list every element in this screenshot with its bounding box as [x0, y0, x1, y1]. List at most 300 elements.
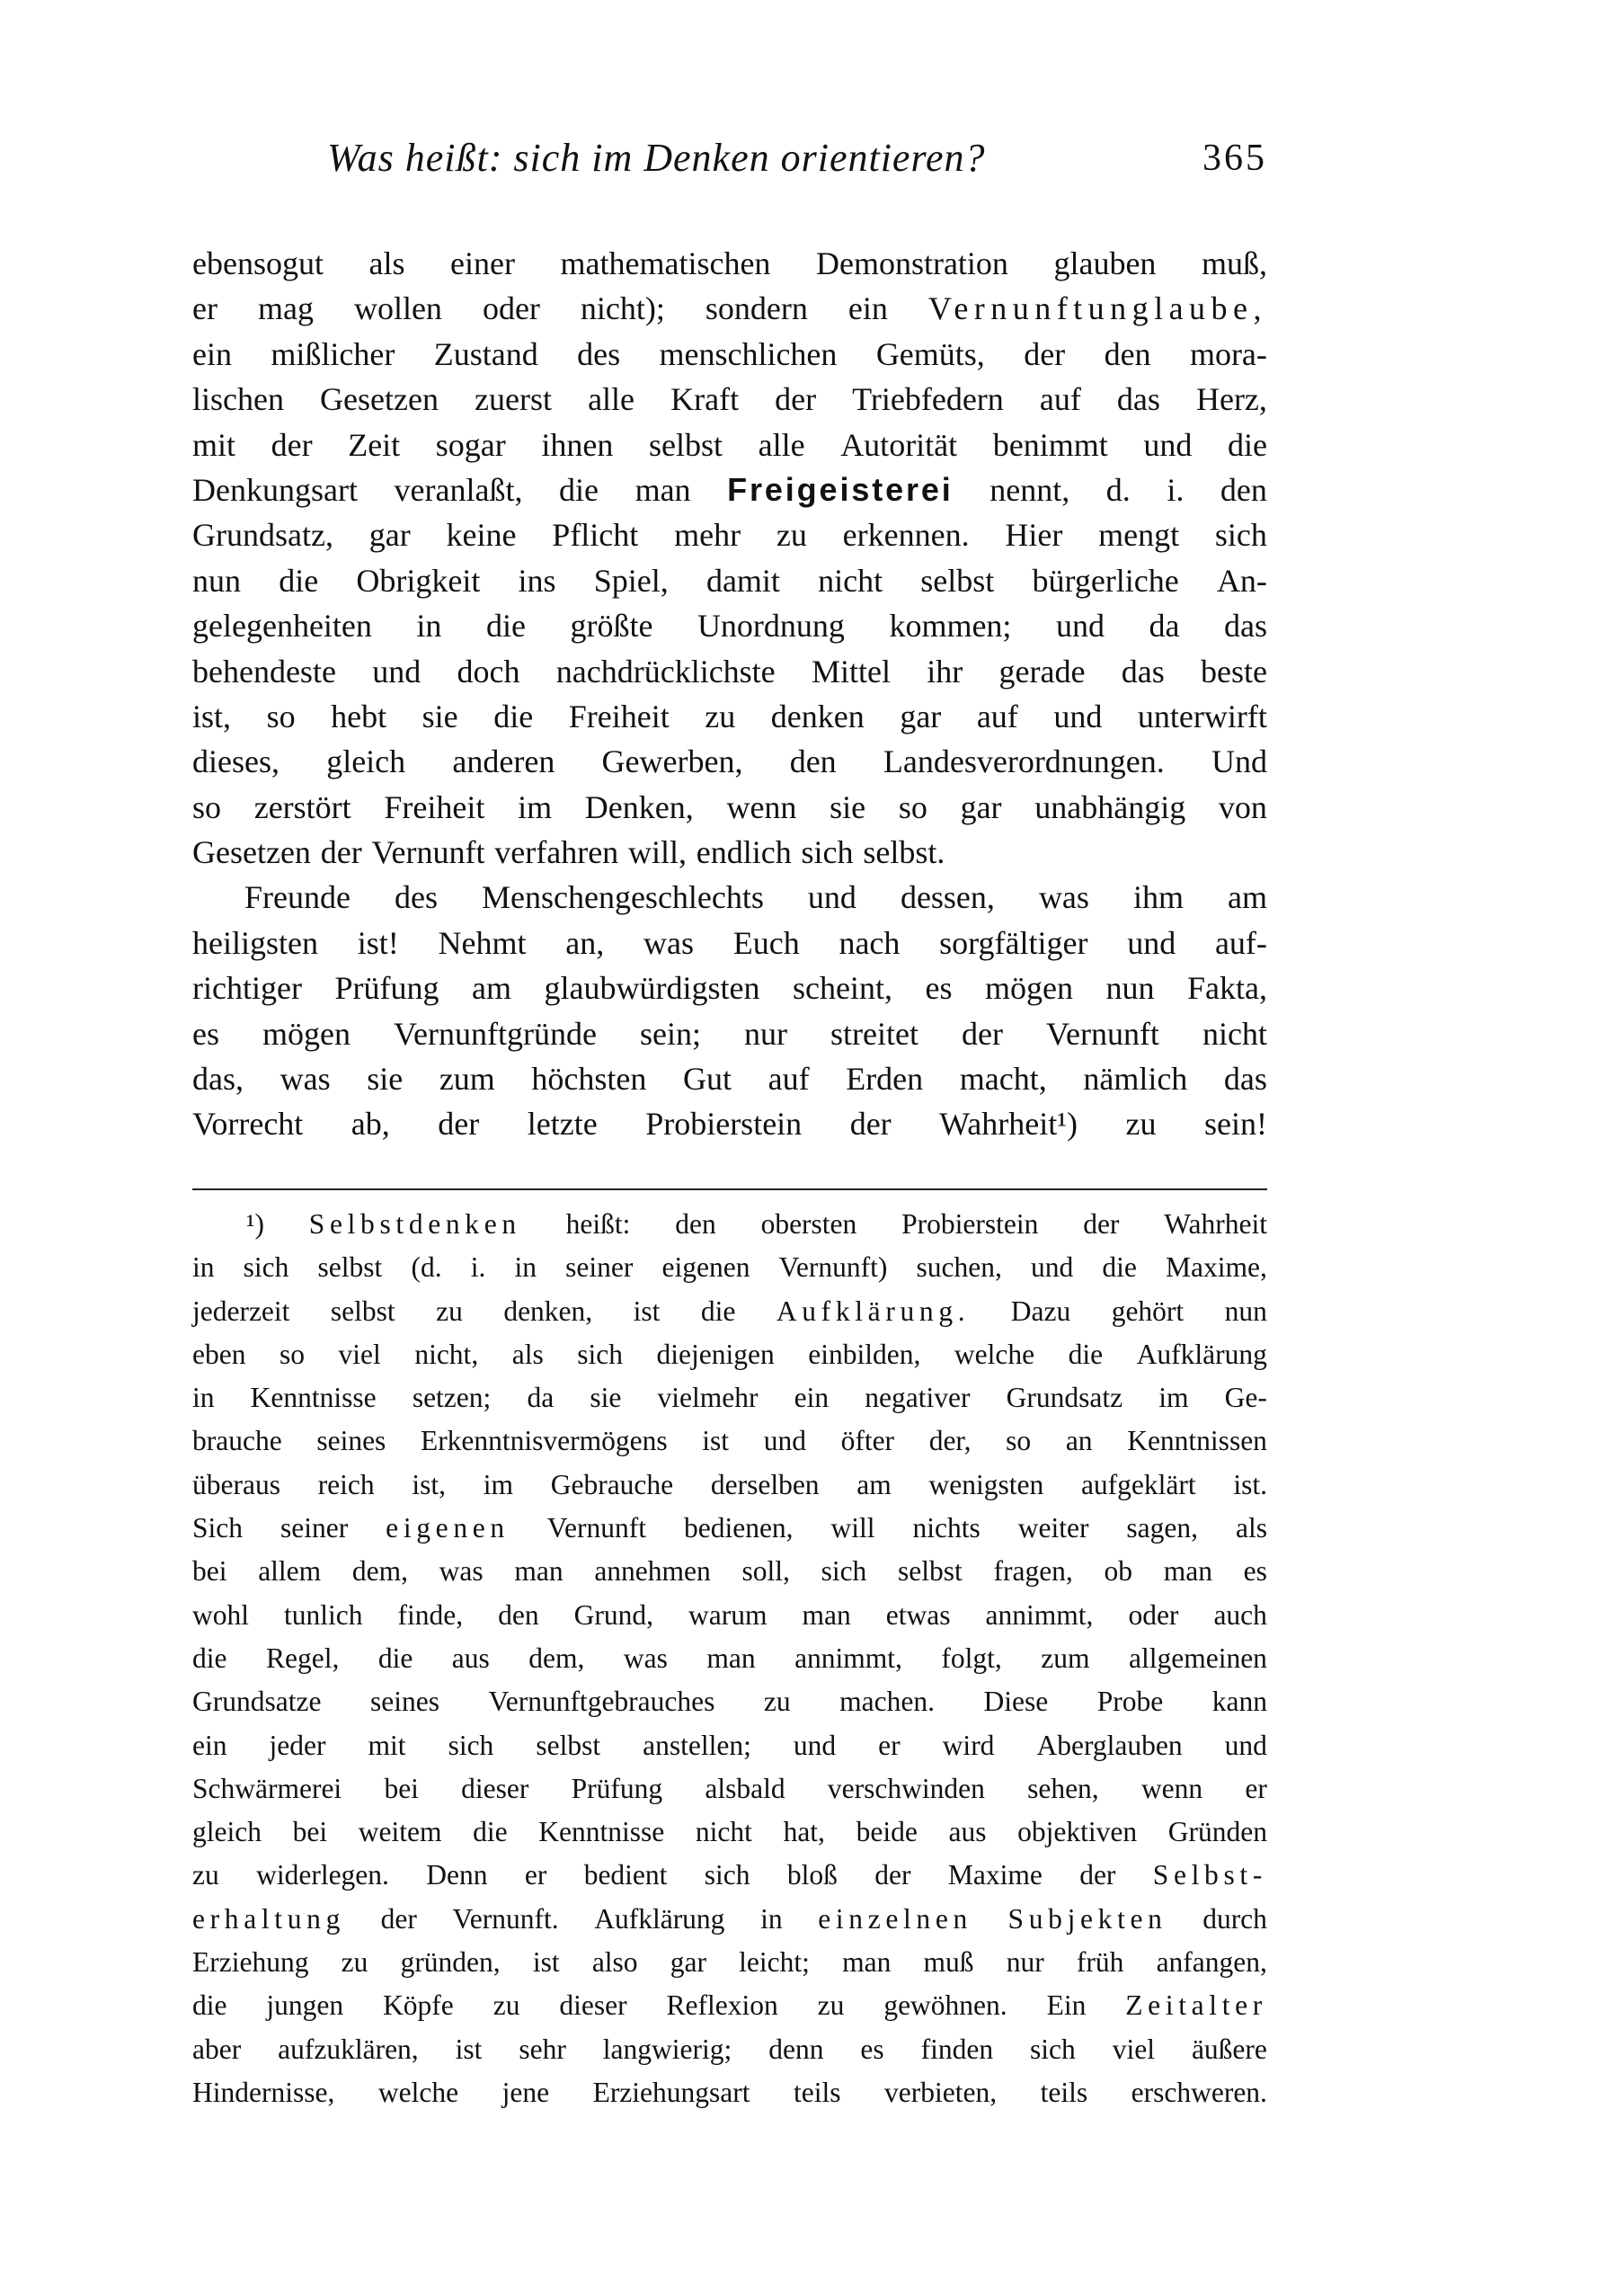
word: Wahrheit [1164, 1208, 1267, 1240]
word: mögen [984, 970, 1073, 1007]
word: zerstört [253, 788, 351, 825]
word: ab, [351, 1106, 390, 1143]
running-title: Was heißt: sich im Denken orientieren? [327, 136, 986, 180]
word: man [706, 1642, 756, 1674]
word: an, [565, 924, 605, 961]
word: zu [817, 1989, 845, 2022]
footnote-line [192, 1333, 1267, 1376]
word: so [898, 788, 927, 825]
word: sich [1030, 2033, 1076, 2065]
word: der [1024, 335, 1066, 372]
word: Gesetzen [192, 834, 311, 871]
word: setzen; [412, 1382, 492, 1414]
word: Triebfedern [852, 381, 1004, 418]
word: wird [942, 1729, 995, 1761]
word: damit [706, 562, 780, 599]
word: als [368, 245, 405, 281]
word: Vernunft [371, 834, 485, 871]
text-line [192, 512, 1267, 557]
word: mora- [1189, 335, 1267, 372]
word: glauben [1053, 245, 1157, 281]
word: ebensogut [192, 245, 324, 281]
word: annimmt, [985, 1598, 1094, 1631]
page-number: 365 [1202, 138, 1267, 179]
word: allgemeinen [1129, 1642, 1267, 1674]
word: Gut [683, 1061, 732, 1098]
word: was [1038, 879, 1089, 916]
word: Vorrecht [192, 1106, 304, 1143]
word: Pflicht [552, 517, 639, 554]
word: aus [451, 1642, 490, 1674]
word: gelegenheiten [192, 608, 372, 645]
word: keine [446, 517, 517, 554]
footnote-line [192, 1767, 1267, 1811]
word: es [860, 2033, 884, 2065]
word: anfangen, [1156, 1946, 1267, 1979]
spaced-emphasis: eigenen [386, 1512, 510, 1544]
footnote-line [192, 1854, 1267, 1897]
word: Aufklärung [1136, 1338, 1267, 1370]
word: gründen, [400, 1946, 501, 1979]
word: so [1006, 1425, 1032, 1457]
word: selbst [536, 1729, 601, 1761]
word: die [192, 1642, 227, 1674]
bold-term: Freigeisterei [727, 470, 954, 508]
word: Probierstein [901, 1208, 1039, 1240]
word: größte [570, 608, 653, 645]
word: sein! [1203, 1106, 1267, 1143]
word: Spiel, [593, 562, 669, 599]
word: Hindernisse, [192, 2076, 335, 2108]
word: den [1220, 471, 1267, 508]
word: mögen [262, 1015, 351, 1052]
word: in [514, 1251, 537, 1284]
word: und [1053, 698, 1103, 734]
word: bloß [786, 1859, 838, 1891]
word: Erkenntnisvermögens [420, 1425, 668, 1457]
word: ist [455, 2033, 483, 2065]
word: äußere [1191, 2033, 1267, 2065]
word: am [1227, 879, 1267, 916]
word: auf [768, 1061, 810, 1098]
word: verbieten, [884, 2076, 998, 2108]
text-line [192, 423, 1267, 467]
running-header [192, 135, 1267, 189]
word: Regel, [265, 1642, 340, 1674]
word: machen. [839, 1686, 935, 1718]
word: der [775, 381, 817, 418]
word: kann [1211, 1686, 1267, 1718]
word: Nehmt [438, 924, 527, 961]
word: leicht; [739, 1946, 810, 1979]
footnote-line [192, 1941, 1267, 1984]
word: als [511, 1338, 544, 1370]
word: nicht [818, 562, 883, 599]
word: und [763, 1425, 806, 1457]
word: das, [192, 1061, 244, 1098]
word: sich [448, 1729, 494, 1761]
word: sehen, [1027, 1772, 1099, 1804]
word: er [1245, 1772, 1267, 1804]
word: sie [830, 788, 866, 825]
word: die [377, 1642, 413, 1674]
word: was [643, 924, 694, 961]
word: nämlich [1083, 1061, 1188, 1098]
word: so [266, 698, 296, 734]
word: zu [705, 698, 736, 734]
word: den [498, 1598, 539, 1631]
word: widerlegen. [256, 1859, 389, 1891]
word: öfter [840, 1425, 895, 1457]
word: muß, [1201, 245, 1267, 281]
word: aus [948, 1816, 987, 1848]
word: muß [923, 1946, 974, 1979]
word: Diese [983, 1686, 1049, 1718]
word: dieser [461, 1772, 529, 1804]
word: erkennen. [842, 517, 970, 554]
word: scheint, [792, 970, 892, 1007]
word: wohl [192, 1598, 249, 1631]
word: diejenigen [656, 1338, 775, 1370]
word: der [320, 834, 362, 871]
word: alle [758, 426, 805, 463]
word: Grundsatz [1006, 1382, 1123, 1414]
word: man [842, 1946, 892, 1979]
word: mit [192, 426, 236, 463]
word: im [1158, 1382, 1189, 1414]
word: selbst. [863, 834, 945, 871]
word: nun [192, 562, 241, 599]
word: des [394, 879, 438, 916]
word: was [280, 1061, 331, 1098]
word: anderen [452, 743, 555, 780]
word: sie [422, 698, 458, 734]
word: denn [768, 2033, 824, 2065]
word: negativer [865, 1382, 971, 1414]
spaced-emphasis: einzelnen [818, 1902, 972, 1935]
footnote-line [192, 1376, 1267, 1419]
word: unabhängig [1034, 788, 1186, 825]
footnote-text [192, 1203, 1267, 2114]
word: und [793, 1729, 837, 1761]
word: alle [588, 381, 635, 418]
word: zum [439, 1061, 495, 1098]
word: seines [316, 1425, 386, 1457]
word: die [485, 608, 526, 645]
word: Probierstein [645, 1106, 803, 1143]
word: reich [317, 1468, 375, 1500]
word: Vernunftgründe [394, 1015, 597, 1052]
word: Dazu [1010, 1295, 1071, 1327]
word: dem, [528, 1642, 585, 1674]
word: nun [1224, 1295, 1267, 1327]
text-line [192, 241, 1267, 286]
word: in [416, 608, 442, 645]
footnote-line [192, 1507, 1267, 1550]
word: als [1236, 1512, 1267, 1544]
text-line [192, 1101, 1267, 1146]
word: gleich [326, 743, 406, 780]
footnote-line [192, 1464, 1267, 1507]
word: auf [976, 698, 1018, 734]
word: tunlich [284, 1598, 363, 1631]
word: seines [369, 1686, 439, 1718]
word: warum [688, 1598, 768, 1631]
spaced-emphasis: Selbst- [1152, 1859, 1267, 1891]
footnote-line [192, 2071, 1267, 2114]
word: Herz, [1195, 381, 1267, 418]
word: ist, [192, 698, 232, 734]
word: ist [532, 1946, 560, 1979]
word: Grund, [573, 1598, 654, 1631]
word: Vernunft [1045, 1015, 1159, 1052]
word: man [635, 471, 691, 508]
word: objektiven [1017, 1816, 1138, 1848]
word: den [1104, 335, 1151, 372]
text-line [192, 830, 1267, 875]
word: viel [1112, 2033, 1155, 2065]
footnote-line [192, 2028, 1267, 2071]
word: hebt [331, 698, 387, 734]
word: zu [436, 1295, 463, 1327]
word: nicht); [580, 290, 665, 327]
word: sich [577, 1338, 624, 1370]
word: die [192, 1989, 227, 2022]
word: ihm [1132, 879, 1184, 916]
word: Und [1211, 743, 1267, 780]
word: selbst [920, 562, 995, 599]
word: der [849, 1106, 892, 1143]
word: langwierig; [602, 2033, 732, 2065]
word: da [1149, 608, 1180, 645]
word: gleich [192, 1816, 262, 1848]
word: Erden [846, 1061, 924, 1098]
word: zu [1125, 1106, 1157, 1143]
word: sich [801, 834, 854, 871]
word: von [1218, 788, 1267, 825]
word: nicht, [414, 1338, 479, 1370]
text-line [192, 921, 1267, 965]
word: der [874, 1859, 911, 1891]
word: weiter [1017, 1512, 1089, 1544]
word: folgt, [941, 1642, 1002, 1674]
word: und [372, 653, 422, 690]
word: seiner [565, 1251, 634, 1284]
word: wenn [726, 788, 797, 825]
word: Kenntnisse [538, 1816, 665, 1848]
word: da [527, 1382, 555, 1414]
word: Grundsatze [192, 1686, 322, 1718]
word: auf [1039, 381, 1081, 418]
word: Wahrheit¹) [939, 1106, 1078, 1143]
word: Autorität [840, 426, 958, 463]
word: heißt: [565, 1208, 631, 1240]
word: aufzuklären, [278, 2033, 419, 2065]
word: das [1121, 653, 1165, 690]
word: selbst [898, 1555, 963, 1588]
word: Vernunft [546, 1512, 647, 1544]
word: also [591, 1946, 638, 1979]
word: suchen, [916, 1251, 1002, 1284]
word: der [1079, 1859, 1116, 1891]
word: das [1223, 1061, 1267, 1098]
word: obersten [760, 1208, 857, 1240]
word: ist [702, 1425, 730, 1457]
word: zu [192, 1859, 219, 1891]
footnote-line [192, 1550, 1267, 1593]
word: in [192, 1251, 215, 1284]
text-line [192, 875, 1267, 920]
word: Erziehungsart [592, 2076, 750, 2108]
word: annimmt, [794, 1642, 902, 1674]
word: der, [928, 1425, 972, 1457]
word: man [514, 1555, 564, 1588]
word: brauche [192, 1425, 282, 1457]
word: veranlaßt, [394, 471, 523, 508]
word: selbst [330, 1295, 395, 1327]
word: Probe [1096, 1686, 1164, 1718]
word: ob [1104, 1555, 1133, 1588]
word: Kraft [670, 381, 740, 418]
footnote-line [192, 1898, 1267, 1941]
word: denken [770, 698, 865, 734]
text-line [192, 649, 1267, 694]
word: Denn [426, 1859, 488, 1891]
word: die [559, 471, 599, 508]
footnote-line [192, 1246, 1267, 1289]
word: wenigsten [928, 1468, 1044, 1500]
body-text [192, 241, 1267, 1147]
word: sich [704, 1859, 750, 1891]
word: gar [960, 788, 1002, 825]
word: sorgfältiger [939, 924, 1088, 961]
word: die [1228, 426, 1267, 463]
footnote-line [192, 1984, 1267, 2027]
word: Kenntnissen [1127, 1425, 1267, 1457]
word: nach [839, 924, 901, 961]
word: das [1223, 608, 1267, 645]
word: Freiheit [384, 788, 485, 825]
word: gar [368, 517, 411, 554]
word: endlich [696, 834, 792, 871]
word: letzte [527, 1106, 598, 1143]
word: Obrigkeit [356, 562, 481, 599]
word: Freiheit [568, 698, 670, 734]
word: Schwärmerei [192, 1772, 342, 1804]
word: aber [192, 2033, 242, 2065]
text-line [192, 467, 1267, 512]
word: den [789, 743, 837, 780]
word: der [380, 1902, 417, 1935]
word: Gewerben, [601, 743, 743, 780]
word: man [1163, 1555, 1212, 1588]
word: sie [590, 1382, 622, 1414]
word: nur [1006, 1946, 1044, 1979]
word: welche [377, 2076, 459, 2108]
word: Ge- [1224, 1382, 1267, 1414]
word: der [961, 1015, 1003, 1052]
word: am [471, 970, 511, 1007]
word: zu [776, 517, 807, 554]
word: einbilden, [808, 1338, 921, 1370]
word: anstellen; [643, 1729, 751, 1761]
word: Vernunft. [452, 1902, 559, 1935]
word: sein; [639, 1015, 701, 1052]
footnote-line [192, 1419, 1267, 1463]
word: will [830, 1512, 875, 1544]
word: selbst [317, 1251, 383, 1284]
word: wollen [353, 290, 442, 327]
word: welche [954, 1338, 1035, 1370]
word: ein [192, 335, 232, 372]
spaced-emphasis: Vernunftunglaube, [927, 290, 1267, 327]
text-line [192, 558, 1267, 603]
word: Sich [192, 1512, 244, 1544]
word: denken, [503, 1295, 593, 1327]
word: er [878, 1729, 901, 1761]
word: ist, [412, 1468, 447, 1500]
word: gar [670, 1946, 706, 1979]
word: nur [743, 1015, 787, 1052]
footnote-line [192, 1811, 1267, 1854]
word: kommen; [889, 608, 1012, 645]
word: gerade [998, 653, 1086, 690]
text-line [192, 1011, 1267, 1056]
word: mag [257, 290, 314, 327]
word: zu [763, 1686, 791, 1718]
word: selbst [648, 426, 723, 463]
word: am [856, 1468, 892, 1500]
word: will, [627, 834, 687, 871]
word: jene [501, 2076, 550, 2108]
word: sagen, [1126, 1512, 1199, 1544]
word: Maxime [947, 1859, 1043, 1891]
word: die [1068, 1338, 1104, 1370]
word: mit [368, 1729, 406, 1761]
word: bürgerliche [1032, 562, 1179, 599]
word: Denkungsart [192, 471, 358, 508]
word: der [438, 1106, 480, 1143]
text-line [192, 694, 1267, 739]
word: beste [1201, 653, 1267, 690]
word: i. [1167, 471, 1185, 508]
word: Menschengeschlechts [482, 879, 764, 916]
word: seiner [280, 1512, 349, 1544]
word: Kenntnisse [250, 1382, 377, 1414]
word: in [760, 1902, 783, 1935]
text-line [192, 1056, 1267, 1101]
word: so [280, 1338, 306, 1370]
word: sondern [705, 290, 808, 327]
word: oder [1128, 1598, 1179, 1631]
text-line [192, 286, 1267, 331]
word: gehört [1111, 1295, 1185, 1327]
word: Maxime, [1165, 1251, 1267, 1284]
word: Gesetzen [320, 381, 439, 418]
word: heiligsten [192, 924, 318, 961]
word: einer [450, 245, 515, 281]
word: im [483, 1468, 513, 1500]
word: ist. [1233, 1468, 1267, 1500]
word: sie [367, 1061, 404, 1098]
word: er [524, 1859, 547, 1891]
spaced-emphasis: erhaltung [192, 1902, 345, 1935]
word: nachdrücklichste [555, 653, 776, 690]
word: Demonstration [815, 245, 1008, 281]
word: das [1116, 381, 1160, 418]
word: jederzeit [192, 1295, 290, 1327]
word: und [1224, 1729, 1267, 1761]
